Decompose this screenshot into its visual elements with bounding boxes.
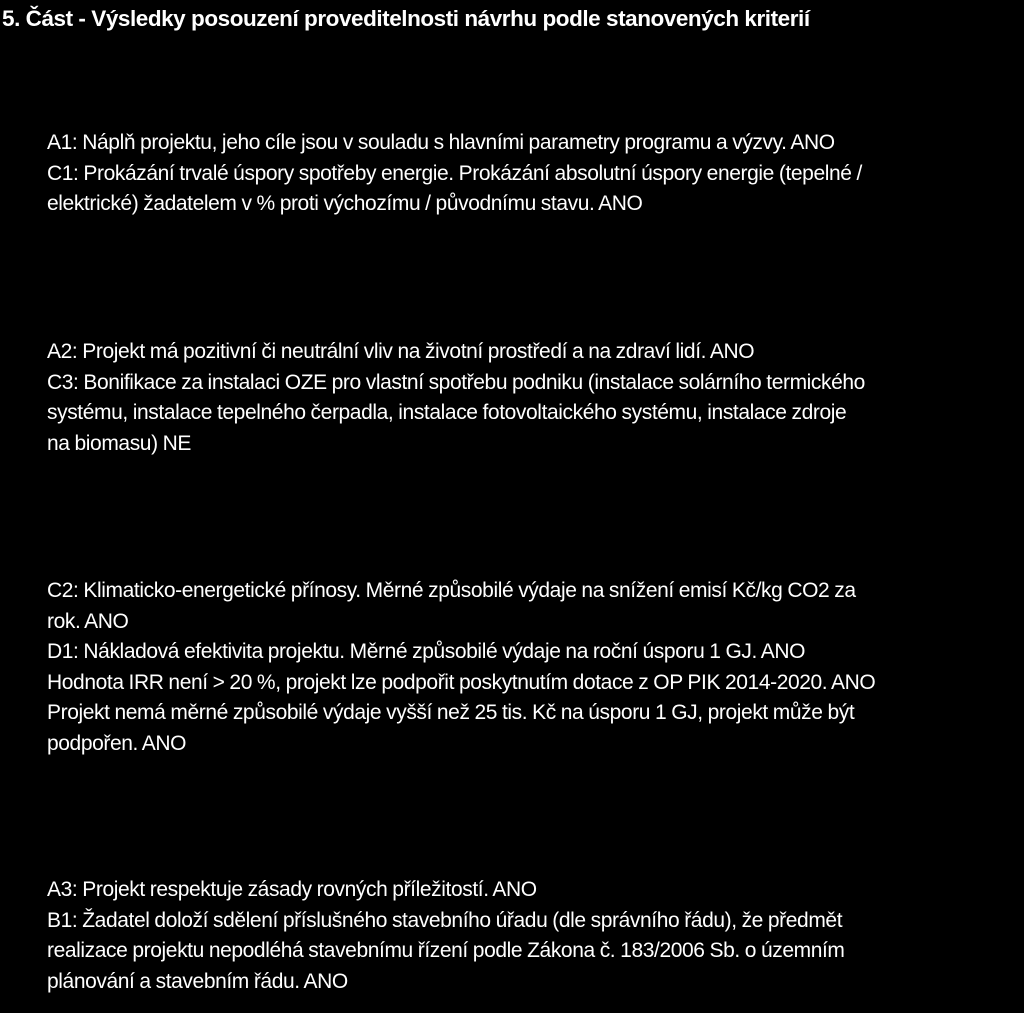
criterion-b1-text-cont: plánování a stavebním řádu. ANO	[47, 969, 348, 993]
criteria-block-a1-c1	[47, 128, 1022, 220]
criterion-c2-text: C2: Klimaticko-energetické přínosy. Měrné způsobilé výdaje na snížení emisí Kč/kg CO2 za	[47, 579, 856, 602]
criterion-c3-text: C3: Bonifikace za instalaci OZE pro vlastní spotřebu podniku (instalace solárního termického	[47, 370, 865, 394]
criterion-a3-text: A3: Projekt respektuje zásady rovných příležitostí. ANO	[47, 878, 537, 901]
criterion-c3-text-cont: systému, instalace tepelného čerpadla, instalace fotovoltaického systému, instalace zdroje	[47, 401, 847, 424]
criterion-b1-text-cont: realizace projektu nepodléhá stavebnímu řízení podle Zákona č. 183/2006 Sb. o územním	[47, 939, 845, 962]
criteria-block-a3-b1	[47, 875, 1022, 997]
cost-statement: Projekt nemá měrné způsobilé výdaje vyšší než 25 tis. Kč na úsporu 1 GJ, projekt může být	[47, 701, 855, 724]
irr-statement: Hodnota IRR není > 20 %, projekt lze podpořit poskytnutím dotace z OP PIK 2014-2020. ANO	[47, 670, 876, 694]
criteria-block-c2-d1	[47, 576, 1022, 759]
criterion-a2-text: A2: Projekt má pozitivní či neutrální vliv na životní prostředí a na zdraví lidí. ANO	[47, 340, 755, 363]
criterion-d1-text: D1: Nákladová efektivita projektu. Měrné způsobilé výdaje na roční úsporu 1 GJ. ANO	[47, 640, 806, 663]
criterion-c1-text: C1: Prokázání trvalé úspory spotřeby energie. Prokázání absolutní úspory energie (tepelné /	[47, 161, 862, 185]
section-heading: 5. Část - Výsledky posouzení proveditelnosti návrhu podle stanovených kriterií	[2, 6, 810, 31]
criterion-c3-text-cont: na biomasu) NE	[47, 431, 191, 455]
cost-statement-cont: podpořen. ANO	[47, 731, 187, 755]
criterion-c1-text-cont: elektrické) žadatelem v % proti výchozímu / původnímu stavu. ANO	[47, 192, 643, 215]
criterion-c2-text-cont: rok. ANO	[47, 609, 129, 633]
criterion-b1-text: B1: Žadatel doloží sdělení příslušného stavebního úřadu (dle správního řádu), že předmět	[47, 908, 843, 932]
criteria-block-a2-c3	[47, 337, 1022, 459]
criterion-a1-text: A1: Náplň projektu, jeho cíle jsou v souladu s hlavními parametry programu a výzvy. ANO	[47, 131, 835, 154]
